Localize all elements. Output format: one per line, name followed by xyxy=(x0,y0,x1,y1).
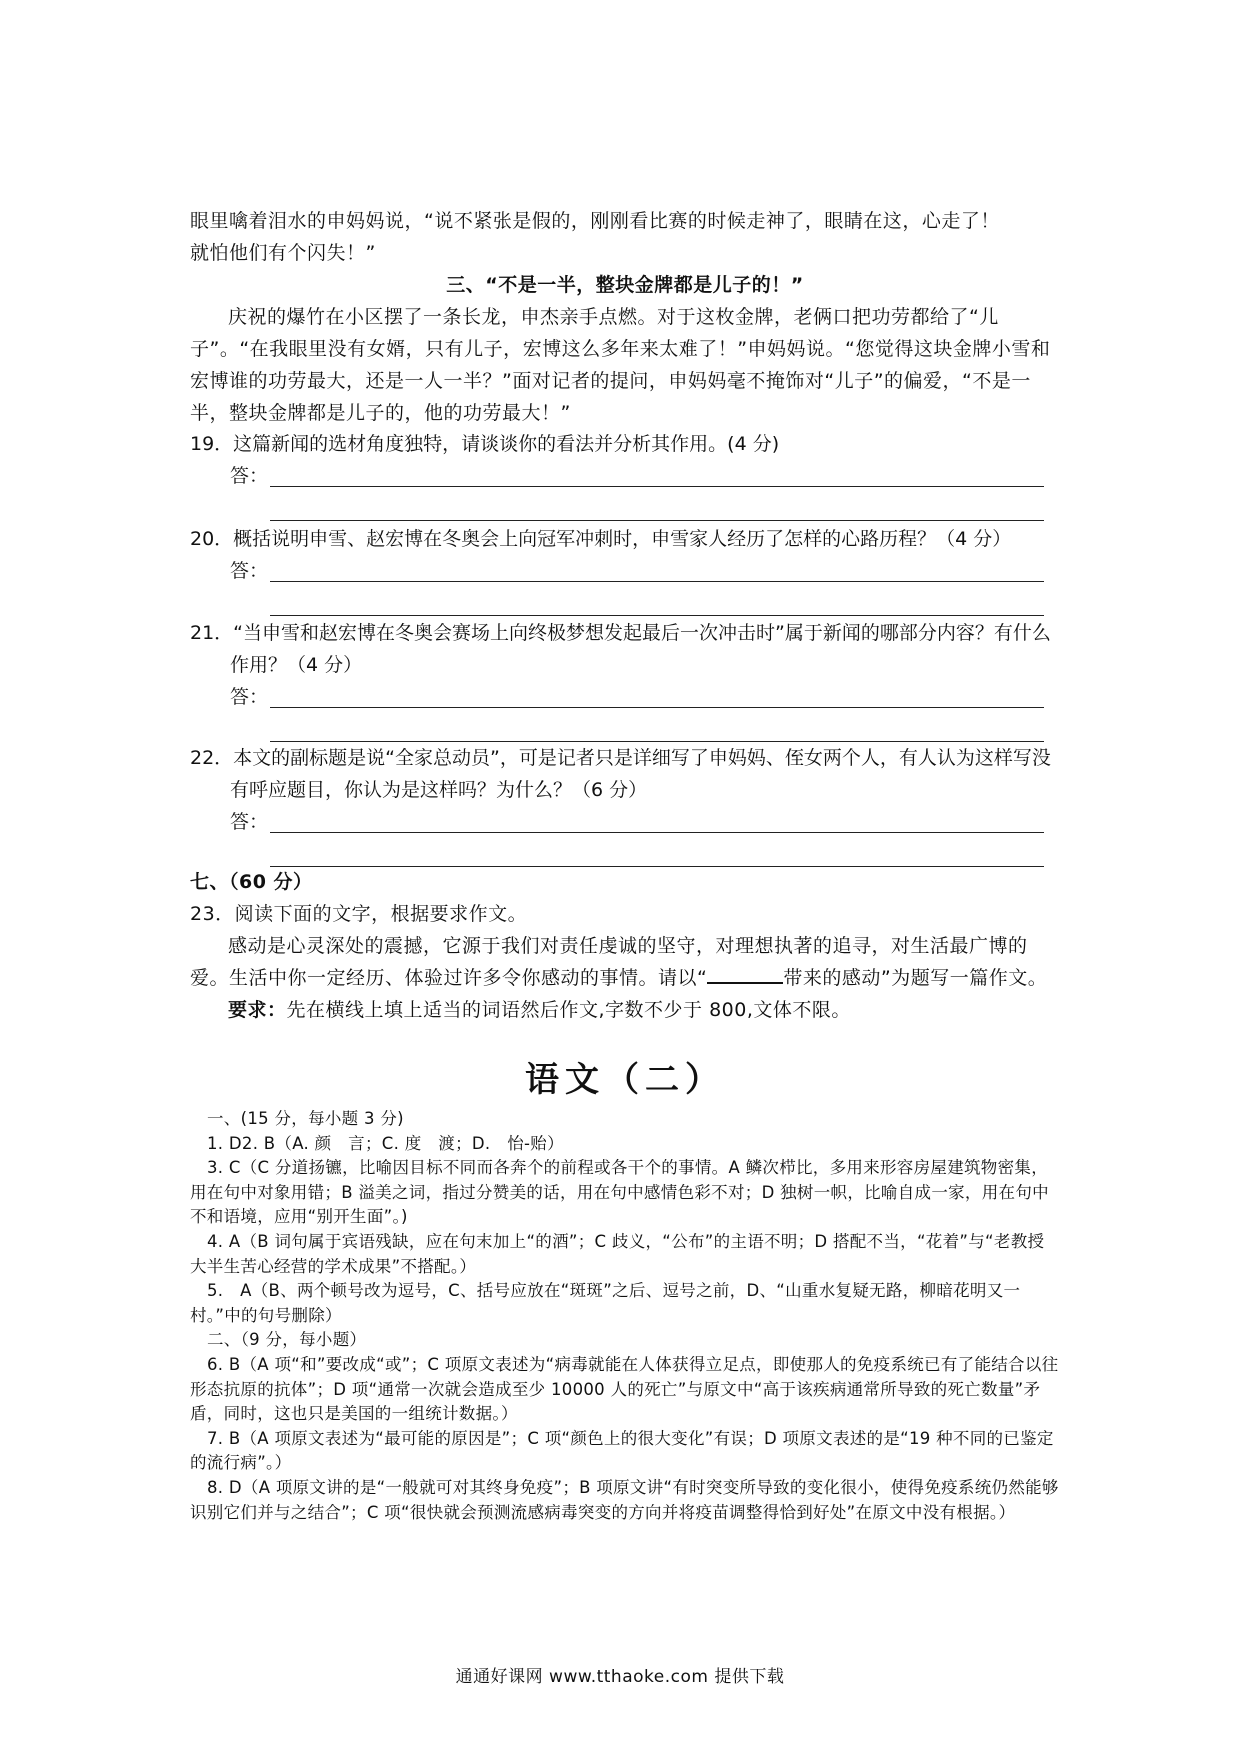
answer-line xyxy=(270,832,1044,833)
question-20-text: 20．概括说明申雪、赵宏博在冬奥会上向冠军冲刺时，申雪家人经历了怎样的心路历程？（4 分） xyxy=(190,528,1012,550)
question-21-text: 21．“当申雪和赵宏博在冬奥会赛场上向终极梦想发起最后一次冲击时”属于新闻的哪部分内容？有什么作用？（4 分） xyxy=(190,622,1051,676)
requirement-text: 先在横线上填上适当的词语然后作文,字数不少于 800,文体不限。 xyxy=(286,999,851,1021)
question-22-text: 22．本文的副标题是说“全家总动员”，可是记者只是详细写了申妈妈、侄女两个人，有人认为这样写没有呼应题目，你认为是这样吗？为什么？（6 分） xyxy=(190,747,1051,801)
answer-item: 5. A（B、两个顿号改为逗号，C、括号应放在“斑斑”之后、逗号之前，D、“山重水复疑无路，柳暗花明又一村。”中的句号删除） xyxy=(190,1281,1021,1325)
answer-section-1-heading: 一、(15 分，每小题 3 分) xyxy=(207,1109,404,1128)
essay-prompt-part-a: 感动是心灵深处的震撼，它源于我们对责任虔诚的坚守，对理想执著的追寻，对生活最广博的爱。生活中你一定经历、体验过许多令你感动的事情。请以“ xyxy=(190,935,1028,989)
question-20 xyxy=(190,523,1060,621)
essay-prompt-part-b: 带来的感动”为题写一篇作文。 xyxy=(783,967,1048,989)
answer-line xyxy=(270,707,1044,708)
section-7-heading: 七、（60 分） xyxy=(190,871,313,893)
answer-area-19[interactable] xyxy=(230,460,1060,526)
answer-line xyxy=(270,581,1044,582)
passage-line-2: 就怕他们有个闪失！” xyxy=(190,242,376,264)
answer-label: 答： xyxy=(230,465,269,487)
answer-item: 4. A（B 词句属于宾语残缺，应在句末加上“的酒”；C 歧义，“公布”的主语不明；D 搭配不当，“花着”与“老教授大半生苦心经营的学术成果”不搭配。） xyxy=(190,1231,1045,1276)
essay-prompt xyxy=(190,930,1060,994)
section-7 xyxy=(190,866,1060,1026)
answer-line xyxy=(270,615,1044,616)
question-21 xyxy=(190,617,1060,747)
answer-label: 答： xyxy=(230,686,269,708)
answer-section-2-heading: 二、（9 分，每小题） xyxy=(207,1330,367,1350)
answer-area-21[interactable] xyxy=(230,681,1060,747)
page-footer: 通通好课网 www.tthaoke.com 提供下载 xyxy=(455,1667,785,1687)
answer-item: 1. D2. B（A. 颜 言；C. 度 渡；D. 怡-贻） xyxy=(207,1133,564,1153)
answer-key xyxy=(190,1107,1060,1525)
answer-label: 答： xyxy=(230,811,269,833)
question-19 xyxy=(190,428,1060,526)
requirement-label: 要求： xyxy=(228,999,287,1021)
question-22 xyxy=(190,742,1060,872)
passage-top xyxy=(190,205,1060,429)
section-3-heading: 三、“不是一半，整块金牌都是儿子的！” xyxy=(446,274,804,296)
passage-line-1: 眼里噙着泪水的申妈妈说，“说不紧张是假的，刚刚看比赛的时候走神了，眼睛在这，心走了！ xyxy=(190,210,1000,232)
answer-line xyxy=(270,520,1044,521)
answers-title: 语文（二） xyxy=(525,1060,725,1100)
essay-title-blank[interactable] xyxy=(707,964,783,984)
answer-label: 答： xyxy=(230,560,269,582)
answer-area-20[interactable] xyxy=(230,555,1060,621)
answer-item: 7. B（A 项原文表述为“最可能的原因是”；C 项“颜色上的很大变化”有误；D 项原文表述的是“19 种不同的已鉴定的流行病”。） xyxy=(190,1428,1054,1473)
question-19-text: 19．这篇新闻的选材角度独特，请谈谈你的看法并分析其作用。(4 分) xyxy=(190,433,780,455)
answer-item: 3. C（C 分道扬镳，比喻因目标不同而各奔个的前程或各干个的事情。A 鳞次栉比，多用来形容房屋建筑物密集，用在句中对象用错；B 溢美之词，指过分赞美的话，用在句中感情色彩不对；D 独树一帜，比喻自成一家，用在句中不和语境，应用“别开生面”。) xyxy=(190,1158,1049,1227)
essay-requirement xyxy=(190,994,1060,1026)
answer-item: 8. D（A 项原文讲的是“一般就可对其终身免疫”；B 项原文讲“有时突变所导致的变化很小，使得免疫系统仍然能够识别它们并与之结合”；C 项“很快就会预测流感病毒突变的方向并将疫苗调整得恰到好处”在原文中没有根据。） xyxy=(190,1477,1059,1522)
passage-paragraph: 庆祝的爆竹在小区摆了一条长龙，申杰亲手点燃。对于这枚金牌，老俩口把功劳都给了“儿子”。“在我眼里没有女婿，只有儿子，宏博这么多年来太难了！”申妈妈说。“您觉得这块金牌小雪和宏博谁的功劳最大，还是一人一半？”面对记者的提问，申妈妈毫不掩饰对“儿子”的偏爱，“不是一半，整块金牌都是儿子的，他的功劳最大！” xyxy=(190,306,1051,424)
question-23-text: 23．阅读下面的文字，根据要求作文。 xyxy=(190,903,528,925)
answer-item: 6. B（A 项“和”要改成“或”；C 项原文表述为“病毒就能在人体获得立足点，即使那人的免疫系统已有了能结合以往形态抗原的抗体”；D 项“通常一次就会造成至少 10000 人的死亡”与原文中“高于该疾病通常所导致的死亡数量”矛盾，同时，这也只是美国的一组统计数据。） xyxy=(190,1354,1059,1424)
answer-line xyxy=(270,486,1044,487)
answer-area-22[interactable] xyxy=(230,806,1060,872)
